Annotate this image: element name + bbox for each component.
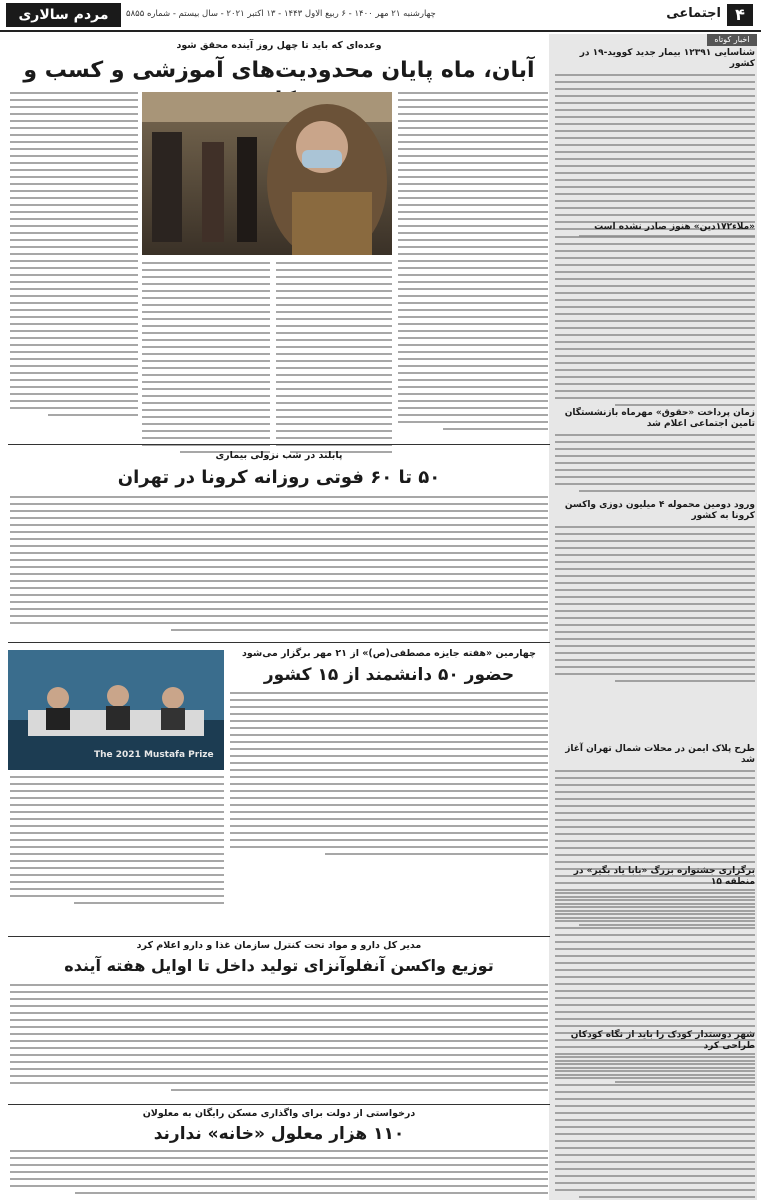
article-kicker: درخواستی از دولت برای واگذاری مسکن رایگان به معلولان <box>142 1108 416 1119</box>
divider <box>8 642 550 643</box>
brief-title: برگزاری جشنواره بزرگ «بابا یاد بگیر» در منطقه ۱۵ <box>573 866 755 888</box>
divider <box>8 1104 550 1105</box>
article-body-column <box>398 92 548 435</box>
brief-item <box>555 1030 755 1203</box>
divider <box>8 936 550 937</box>
brief-item <box>555 222 755 411</box>
article-headline: توزیع واکسن آنفلوآنزای تولید داخل تا اوایل هفته آینده <box>64 956 494 975</box>
street-photo <box>142 92 392 255</box>
brief-body <box>555 434 755 492</box>
article-body <box>10 984 548 1096</box>
brief-body <box>555 1056 755 1198</box>
section-title: اجتماعی <box>666 6 721 21</box>
article-body <box>10 496 548 636</box>
article-headline: ۱۱۰ هزار معلول «خانه» ندارند <box>153 1124 405 1144</box>
brief-body <box>555 526 755 682</box>
article-headline: ۵۰ تا ۶۰ فوتی روزانه کرونا در تهران <box>117 467 441 488</box>
brief-title: شناسایی ۱۲۳۹۱ بیمار جدید کووید-۱۹ در کشور <box>579 48 755 70</box>
brief-title: زمان پرداخت «حقوق» مهرماه بازنشستگان تامین اجتماعی اعلام شد <box>564 408 755 430</box>
brief-item <box>555 500 755 687</box>
article-body <box>10 776 224 909</box>
date-line: چهارشنبه ۲۱ مهر ۱۴۰۰ - ۶ ربیع الاول ۱۴۴۳ - ۱۳ اکتبر ۲۰۲۱ - سال بیستم - شماره ۵۸۵۵ <box>126 9 436 19</box>
article-kicker: چهارمین «هفته جایزه مصطفی(ص)» از ۲۱ مهر برگزار می‌شود <box>242 648 536 659</box>
article-headline: آبان، ماه پایان محدودیت‌های آموزشی و کسب و <box>23 58 535 83</box>
article-body <box>230 692 548 860</box>
article-kicker: پابلند در شب نزولی بیماری <box>215 450 343 461</box>
brief-title: «ملاء۱۷۲دین» هنوز صادر نشده است <box>594 222 755 232</box>
divider <box>8 444 550 445</box>
article-kicker: وعده‌ای که باید تا چهل روز آینده محقق شود <box>176 40 382 51</box>
column-tag: اخبار کوتاه <box>707 34 757 46</box>
brief-title: ورود دومین محموله ۴ میلیون دوزی واکسن کرونا به کشور <box>564 500 755 522</box>
article-headline: حضور ۵۰ دانشمند از ۱۵ کشور <box>263 665 515 685</box>
brief-title: طرح پلاک ایمن در محلات شمال تهران آغاز شد <box>565 744 755 766</box>
article-body <box>10 1150 548 1199</box>
brief-item <box>555 408 755 497</box>
article-body-column <box>10 92 138 421</box>
brief-item <box>555 48 755 242</box>
brief-body <box>555 74 755 237</box>
article-body-column <box>276 262 392 458</box>
photo-caption: The 2021 Mustafa Prize <box>94 750 214 760</box>
article-body-column <box>142 262 270 458</box>
page-number: ۴ <box>727 4 753 26</box>
newspaper-logo: مردم سالاری <box>6 3 121 27</box>
brief-title: شهر دوستدار کودک را باید از نگاه کودکان طراحی کرد <box>570 1030 755 1052</box>
article-kicker: مدیر کل دارو و مواد تحت کنترل سازمان غذا و دارو اعلام کرد <box>136 940 422 951</box>
brief-body <box>555 236 755 406</box>
